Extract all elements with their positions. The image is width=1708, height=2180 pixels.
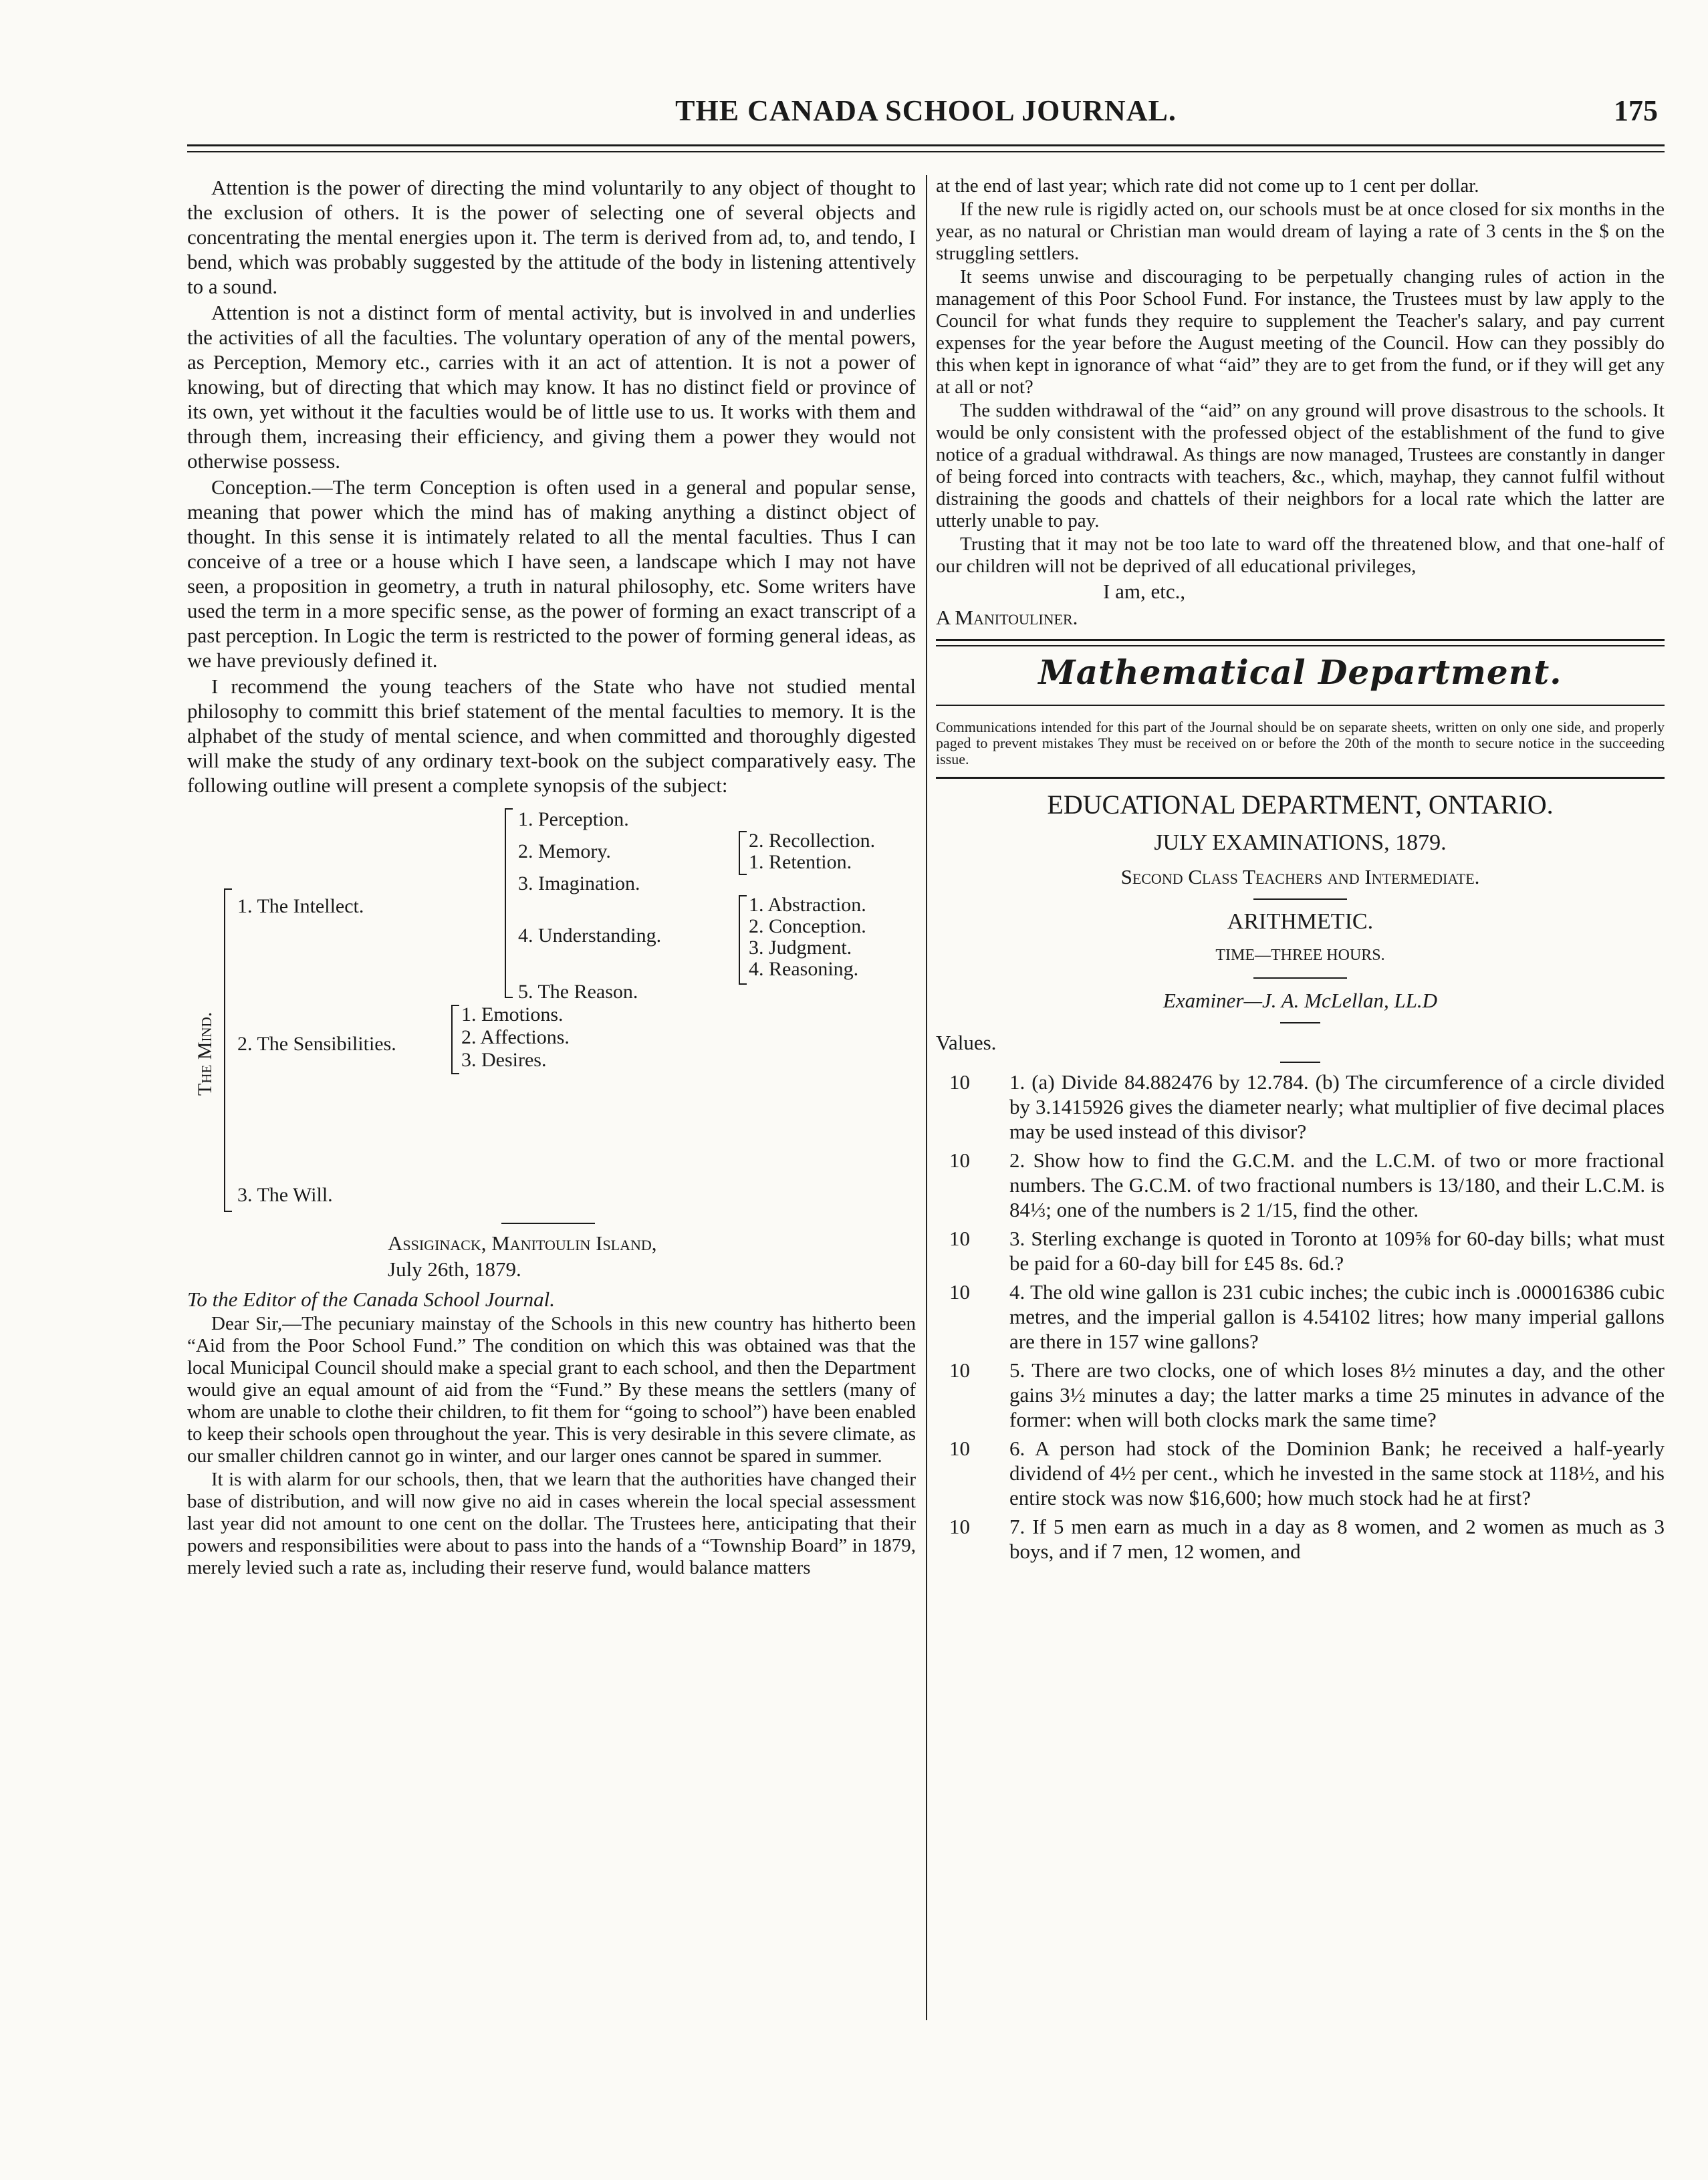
outline-affections: 2. Affections. [461,1026,570,1048]
mind-outline [187,802,916,1216]
question-text: 1. (a) Divide 84.882476 by 12.784. (b) The circumference of a circle divided by 3.1415926 gives the diameter nearly; what multiplier of five decimal places may be used instead of this divisor? [1009,1070,1665,1143]
question-text: 5. There are two clocks, one of which loses 8½ minutes a day, and the other gains 3½ minutes a day; the latter marks a time 25 minutes in advance of the former: when will both clocks mark the same time? [1009,1358,1665,1431]
examinations-heading: JULY EXAMINATIONS, 1879. [1154,830,1447,855]
dept-rule [936,705,1665,706]
mathematical-department-heading: Mathematical Department. [1038,652,1562,692]
question-item [936,1436,1665,1510]
outline-understanding: 4. Understanding. [518,925,662,947]
rule-3 [1280,1022,1320,1023]
question-text: 3. Sterling exchange is quoted in Toronto at 109⅝ for 60-day bills; what must be paid for a 60-day bill for £45 8s. 6d.? [1009,1227,1665,1275]
outline-intellect: 1. The Intellect. [237,895,364,917]
question-value: 10 [949,1280,970,1304]
outline-retention: 1. Retention. [749,851,852,873]
question-item [936,1514,1665,1564]
question-value: 10 [949,1358,970,1382]
letter-place: Assiginack, Manitoulin Island, [388,1231,657,1255]
communications-notice: Communications intended for this part of the Journal should be on separate sheets, written on only one side, and properly paged to prevent mistakes They must be received on or before the 20th of the month to secure notice in the succeeding issue. [936,719,1665,767]
question-item [936,1070,1665,1144]
outline-judgment: 3. Judgment. [749,937,852,959]
letter-paragraph-4: It seems unwise and discouraging to be perpetually changing rules of action in the management of this Poor School Fund. For instance, the Trustees must by law apply to the Council for what funds they require to supplement the Teacher's salary, and pay current expenses for the year before the August meeting of the Council. How can they possibly do this when kept in ignorance of what “aid” they are to get from the fund, or if they will get any at all or not? [936,266,1665,398]
outline-will: 3. The Will. [237,1184,333,1206]
attention-paragraph-2: Attention is not a distinct form of mental activity, but is involved in and underlies the activities of all the faculties. The voluntary operation of any of the mental powers, as Perception, Memory etc., carries with it an act of attention. It is not a power of knowing, but of directing that which may know. It has no distinct field or province of its own, yet without it the faculties would be of little use to us. It works with them and through them, increasing their efficiency, and giving them a power they would not otherwise possess. [187,301,916,473]
page-number: 175 [1614,94,1658,127]
rule-2 [1253,977,1347,979]
brace-memory [739,831,747,875]
notice-rule [936,777,1665,779]
page-header [187,94,1665,134]
letter-continued: at the end of last year; which rate did not come up to 1 cent per dollar. [936,175,1479,197]
question-value: 10 [949,1227,970,1250]
values-label: Values. [936,1031,997,1054]
journal-title: THE CANADA SCHOOL JOURNAL. [675,94,1177,127]
subject-heading: ARITHMETIC. [1227,909,1374,934]
left-column [187,175,916,1580]
outline-imagination: 3. Imagination. [518,872,640,894]
outline-abstraction: 1. Abstraction. [749,894,866,916]
rule-1 [1253,898,1347,900]
header-rule [187,144,1665,146]
question-text: 4. The old wine gallon is 231 cubic inches; the cubic inch is .000016386 cubic metres, and the imperial gallon is 4.54102 litres; how many imperial gallons are there in 157 wine gallons? [1009,1280,1665,1353]
question-item [936,1358,1665,1432]
outline-sensibilities: 2. The Sensibilities. [237,1033,396,1055]
outline-root: The Mind. [194,1011,216,1096]
question-text: 7. If 5 men earn as much in a day as 8 women, and 2 women as much as 3 boys, and if 7 men, 12 women, and [1009,1515,1665,1563]
brace-sensibilities [451,1005,459,1074]
question-value: 10 [949,1515,970,1538]
letter-closing: I am, etc., [1103,580,1186,603]
examiner: Examiner—J. A. McLellan, LL.D [1163,989,1438,1012]
educational-department-heading: EDUCATIONAL DEPARTMENT, ONTARIO. [1047,790,1554,820]
letter-paragraph-6: Trusting that it may not be too late to ward off the threatened blow, and that one-half of our children will not be deprived of all educational privileges, [936,533,1665,577]
conception-paragraph: Conception.—The term Conception is often used in a general and popular sense, meaning that power which the mind has of making anything a distinct object of thought. In this sense it is intimately related to all the mental faculties. Thus I can conceive of a tree or a house which I have seen, a landscape which I may not have seen, a proposition in geometry, a truth in natural philosophy, etc. Some writers have used the term in a more specific sense, as the power of forming an exact transcript of a past perception. In Logic the term is restricted to the power of forming general ideas, as we have previously defined it. [187,475,916,672]
outline-conception: 2. Conception. [749,915,866,937]
outline-perception: 1. Perception. [518,808,629,830]
outline-desires: 3. Desires. [461,1049,547,1071]
attention-paragraph: Attention is the power of directing the mind voluntarily to any object of thought to the exclusion of others. It is the power of selecting one of several objects and concentrating the mental energies upon it. The term is derived from ad, to, and tendo, I bend, which was probably suggested by the attitude of the body in listening attentively to a sound. [187,176,916,298]
header-rule-thin [187,151,1665,152]
letter-paragraph-3: If the new rule is rigidly acted on, our schools must be at once closed for six months in the year, as no natural or Christian man would dream of laying a rate of 3 cents in the $ on the struggling settlers. [936,199,1665,264]
question-item [936,1148,1665,1222]
class-heading: Second Class Teachers and Intermediate. [1120,865,1480,888]
outline-recollection: 2. Recollection. [749,830,876,852]
rule-4 [1280,1062,1320,1063]
letter-paragraph-1: Dear Sir,—The pecuniary mainstay of the Schools in this new country has hitherto been “Aid from the Poor School Fund.” The condition on which this was obtained was that the local Municipal Council should make a special grant to each school, and then the Department would give an equal amount of aid from the “Fund.” By these means the settlers (many of whom are unable to clothe their children, to fit them for “going to school”) have been enabled to keep their schools open throughout the year. This is very desirable in this severe climate, as our smaller children cannot go in winter, and our larger ones cannot be spared in summer. [187,1313,916,1467]
question-text: 2. Show how to find the G.C.M. and the L.C.M. of two or more fractional numbers. The G.C.M. of two fractional numbers is 13/180, and their L.C.M. is 84⅓; one of the numbers is 2 1/15, find the other. [1009,1148,1665,1221]
brace-understanding [739,895,747,985]
section-rule [501,1223,595,1224]
outline-emotions: 1. Emotions. [461,1003,564,1025]
time-allowed: TIME—THREE HOURS. [1215,947,1385,964]
column-divider [926,175,927,2020]
brace-root [224,888,232,1212]
section-double-rule [936,639,1665,641]
question-text: 6. A person had stock of the Dominion Bank; he received a half-yearly dividend of 4½ per cent., which he invested in the same stock at 118½, and his entire stock was now $16,600; how much stock had he at first? [1009,1437,1665,1509]
question-value: 10 [949,1148,970,1172]
question-value: 10 [949,1070,970,1094]
section-rule-thin [936,645,1665,646]
letter-date: July 26th, 1879. [388,1257,521,1281]
letter-signature: A Manitouliner. [936,606,1078,629]
outline-memory: 2. Memory. [518,840,611,862]
outline-reason: 5. The Reason. [518,981,638,1003]
outline-reasoning: 4. Reasoning. [749,958,859,980]
question-item [936,1280,1665,1354]
brace-intellect [505,808,513,998]
letter-addressee: To the Editor of the Canada School Journal. [187,1288,555,1311]
question-list [936,1070,1665,1564]
letter-paragraph-5: The sudden withdrawal of the “aid” on any ground will prove disastrous to the schools. It would be only consistent with the professed object of the establishment of the fund to give notice of a gradual withdrawal. As things are now managed, Trustees are constantly in danger of being forced into contracts with teachers, &c., which, mayhap, they cannot fulfil without distraining the goods and chattels of their neighbors for a local rate which the latter are utterly unable to pay. [936,400,1665,531]
question-value: 10 [949,1437,970,1460]
right-column [936,175,1665,1568]
question-item [936,1226,1665,1276]
recommend-paragraph: I recommend the young teachers of the State who have not studied mental philosophy to committ this brief statement of the mental faculties to memory. It is the alphabet of the study of mental science, and when committed and thoroughly digested will make the study of any ordinary text-book on the subject comparatively easy. The following outline will present a complete synopsis of the subject: [187,675,916,797]
letter-paragraph-2: It is with alarm for our schools, then, that we learn that the authorities have changed their base of distribution, and will now give no aid in cases wherein the local special assessment last year did not amount to one cent on the dollar. The Trustees here, anticipating that their powers and responsibilities were about to pass into the hands of a “Township Board” in 1879, merely levied such a rate as, including their reserve fund, would balance matters [187,1469,916,1578]
